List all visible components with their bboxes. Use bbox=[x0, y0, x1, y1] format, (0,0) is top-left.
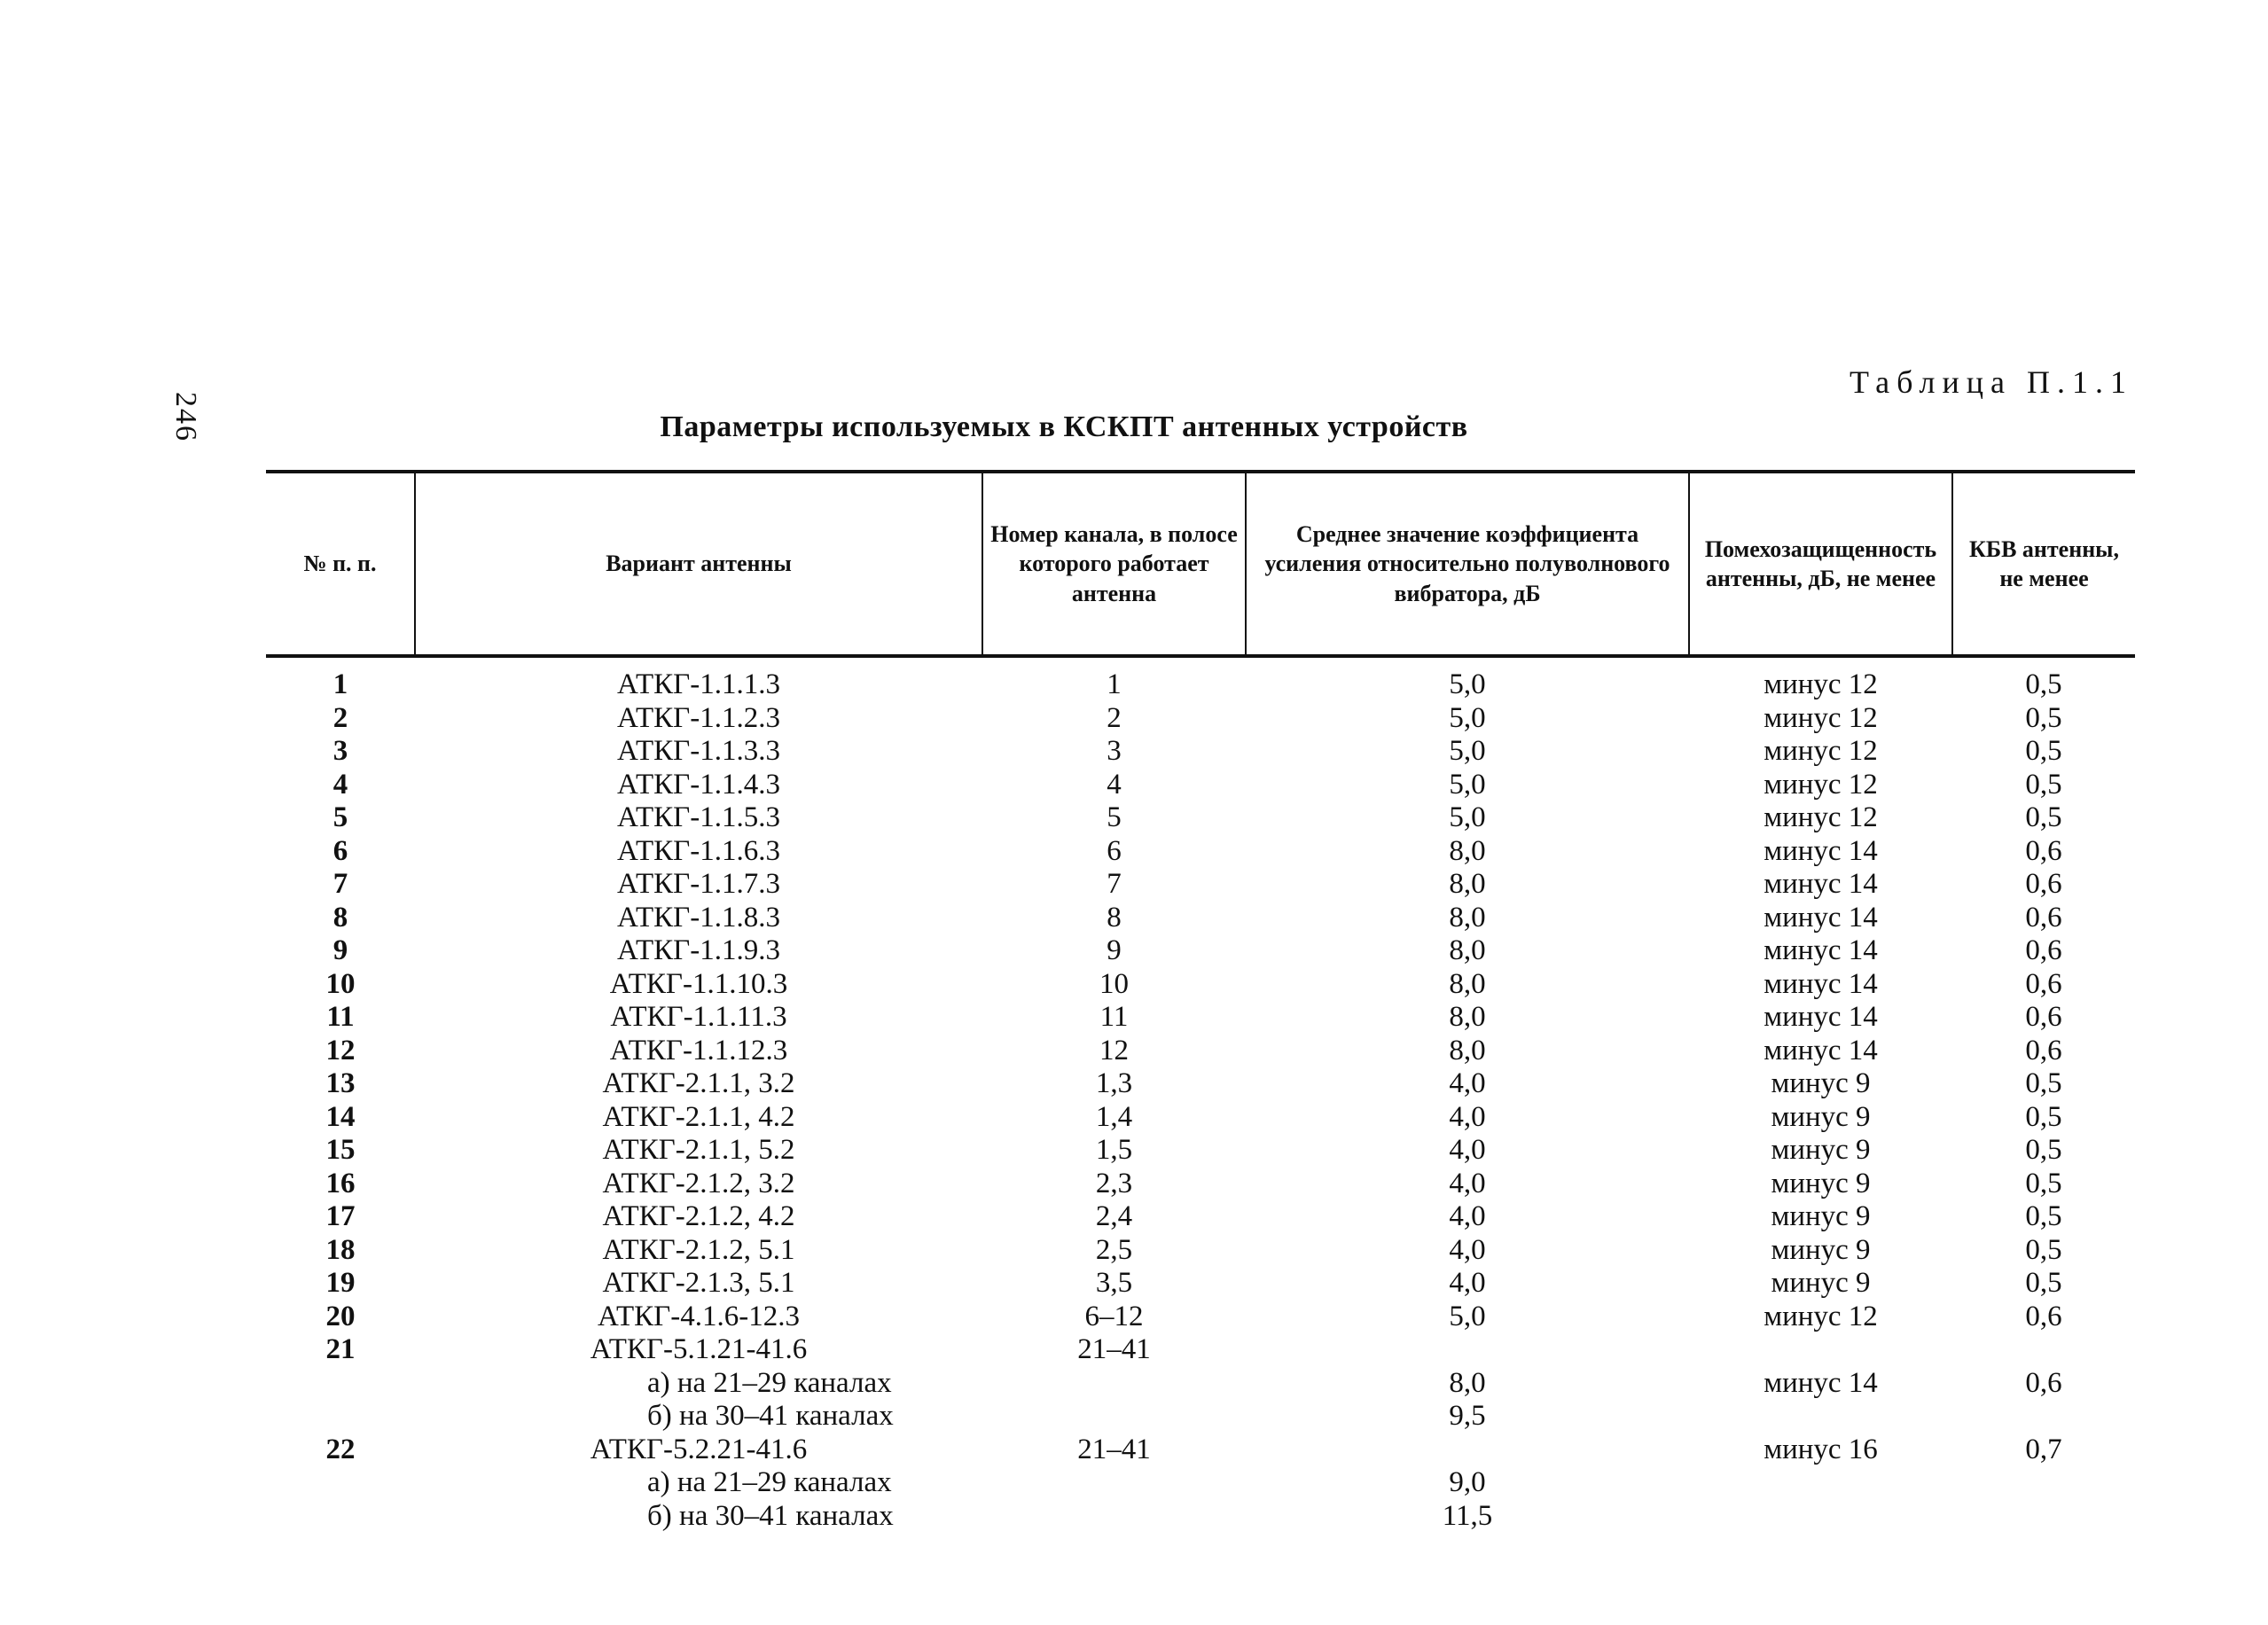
table-row bbox=[266, 934, 2135, 968]
table-subrow bbox=[266, 1500, 2135, 1534]
cell-antenna-variant: АТКГ-1.1.10.3 bbox=[609, 967, 788, 1000]
cell-gain: 8,0 bbox=[1449, 967, 1486, 1000]
cell-noise-immunity: минус 9 bbox=[1771, 1134, 1871, 1167]
cell-row-number: 14 bbox=[325, 1100, 356, 1133]
cell-channel-number bbox=[982, 1400, 1246, 1434]
cell-antenna-variant: АТКГ-5.1.21-41.6 bbox=[590, 1333, 808, 1366]
cell-row-number: 2 bbox=[332, 701, 348, 734]
cell-row-number: 15 bbox=[325, 1134, 356, 1167]
cell-kbv bbox=[1952, 1500, 2135, 1534]
cell-row-number: 21 bbox=[325, 1333, 356, 1366]
cell-kbv: 0,5 bbox=[2025, 1167, 2062, 1199]
cell-kbv bbox=[1952, 1333, 2135, 1367]
cell-channel-number: 5 bbox=[1107, 801, 1122, 834]
cell-noise-immunity: минус 12 bbox=[1764, 701, 1878, 734]
cell-gain: 4,0 bbox=[1449, 1267, 1486, 1300]
cell-gain: 4,0 bbox=[1449, 1100, 1486, 1133]
table-title: Параметры используемых в КСКПТ антенных устройств bbox=[660, 410, 1468, 443]
cell-channel-number: 3,5 bbox=[1095, 1267, 1133, 1300]
cell-gain: 5,0 bbox=[1449, 1300, 1486, 1332]
cell-noise-immunity: минус 12 bbox=[1764, 1300, 1878, 1332]
cell-kbv: 0,6 bbox=[2025, 1001, 2062, 1034]
cell-noise-immunity: минус 14 bbox=[1764, 868, 1878, 901]
cell-kbv: 0,5 bbox=[2025, 668, 2062, 701]
header-gain: Среднее значение коэффициента усиления относительно полуволнового вибратора, дБ bbox=[1246, 472, 1689, 656]
header-row-number: № п. п. bbox=[266, 472, 415, 656]
cell-row-number: 20 bbox=[325, 1300, 356, 1332]
cell-row-number: 8 bbox=[332, 901, 348, 934]
cell-kbv: 0,6 bbox=[2025, 834, 2062, 867]
cell-antenna-variant: АТКГ-1.1.1.3 bbox=[617, 668, 780, 701]
cell-row-number: 6 bbox=[332, 834, 348, 867]
table-row bbox=[266, 1035, 2135, 1068]
table-subrow bbox=[266, 1400, 2135, 1434]
cell-noise-immunity: минус 14 bbox=[1764, 1366, 1878, 1399]
cell-channel-number: 9 bbox=[1107, 934, 1122, 967]
cell-channel-number: 21–41 bbox=[1077, 1433, 1151, 1465]
cell-noise-immunity: минус 14 bbox=[1764, 934, 1878, 967]
cell-gain: 5,0 bbox=[1449, 701, 1486, 734]
cell-kbv: 0,6 bbox=[2025, 901, 2062, 934]
cell-row-number: 7 bbox=[332, 868, 348, 901]
table-subrow bbox=[266, 1466, 2135, 1500]
cell-antenna-variant: АТКГ-2.1.1, 3.2 bbox=[602, 1067, 795, 1100]
cell-noise-immunity: минус 14 bbox=[1764, 1001, 1878, 1034]
cell-antenna-variant: АТКГ-1.1.7.3 bbox=[617, 868, 780, 901]
cell-antenna-variant: АТКГ-5.2.21-41.6 bbox=[590, 1433, 808, 1465]
table-body bbox=[266, 656, 2135, 1533]
header-noise-immunity: Помехозащищенность антенны, дБ, не менее bbox=[1689, 472, 1952, 656]
header-antenna-variant: Вариант антенны bbox=[415, 472, 982, 656]
cell-antenna-variant: АТКГ-2.1.2, 3.2 bbox=[602, 1167, 795, 1199]
cell-gain: 4,0 bbox=[1449, 1134, 1486, 1167]
cell-gain: 8,0 bbox=[1449, 934, 1486, 967]
cell-kbv: 0,5 bbox=[2025, 735, 2062, 768]
cell-gain: 8,0 bbox=[1449, 868, 1486, 901]
table-row bbox=[266, 769, 2135, 802]
cell-gain: 5,0 bbox=[1449, 801, 1486, 834]
table-row bbox=[266, 1333, 2135, 1367]
cell-noise-immunity bbox=[1689, 1500, 1952, 1534]
cell-channel-number: 8 bbox=[1107, 901, 1122, 934]
cell-gain: 9,0 bbox=[1449, 1466, 1486, 1499]
cell-antenna-variant: АТКГ-1.1.4.3 bbox=[617, 768, 780, 801]
cell-kbv: 0,6 bbox=[2025, 967, 2062, 1000]
cell-kbv: 0,6 bbox=[2025, 934, 2062, 967]
cell-kbv: 0,6 bbox=[2025, 1300, 2062, 1332]
cell-kbv: 0,5 bbox=[2025, 1100, 2062, 1133]
cell-gain: 8,0 bbox=[1449, 1001, 1486, 1034]
table-row bbox=[266, 1200, 2135, 1234]
cell-gain: 8,0 bbox=[1449, 1366, 1486, 1399]
cell-channel-number: 2,5 bbox=[1095, 1233, 1133, 1266]
table-row bbox=[266, 968, 2135, 1002]
table-row bbox=[266, 1134, 2135, 1168]
table-row bbox=[266, 1101, 2135, 1135]
cell-kbv: 0,5 bbox=[2025, 701, 2062, 734]
cell-antenna-variant: АТКГ-2.1.1, 4.2 bbox=[602, 1100, 795, 1133]
cell-antenna-variant: АТКГ-1.1.12.3 bbox=[609, 1034, 788, 1066]
table-row bbox=[266, 868, 2135, 902]
table-subrow bbox=[266, 1367, 2135, 1401]
cell-kbv: 0,5 bbox=[2025, 1267, 2062, 1300]
cell-channel-number: 2,3 bbox=[1095, 1167, 1133, 1199]
table-header-row bbox=[266, 472, 2135, 656]
cell-noise-immunity: минус 14 bbox=[1764, 834, 1878, 867]
cell-antenna-variant: а) на 21–29 каналах bbox=[647, 1466, 892, 1499]
cell-channel-number: 1,5 bbox=[1095, 1134, 1133, 1167]
cell-noise-immunity bbox=[1689, 1400, 1952, 1434]
cell-gain bbox=[1246, 1333, 1689, 1367]
cell-channel-number: 3 bbox=[1107, 735, 1122, 768]
cell-gain: 8,0 bbox=[1449, 1034, 1486, 1066]
cell-gain: 8,0 bbox=[1449, 901, 1486, 934]
cell-kbv bbox=[1952, 1400, 2135, 1434]
cell-antenna-variant: АТКГ-1.1.6.3 bbox=[617, 834, 780, 867]
cell-antenna-variant: АТКГ-2.1.3, 5.1 bbox=[602, 1267, 795, 1300]
cell-kbv: 0,5 bbox=[2025, 768, 2062, 801]
cell-noise-immunity: минус 9 bbox=[1771, 1200, 1871, 1233]
cell-channel-number: 4 bbox=[1107, 768, 1122, 801]
table-row bbox=[266, 801, 2135, 835]
table-row bbox=[266, 668, 2135, 702]
cell-channel-number: 1 bbox=[1107, 668, 1122, 701]
cell-antenna-variant: АТКГ-1.1.3.3 bbox=[617, 735, 780, 768]
cell-antenna-variant: АТКГ-2.1.2, 4.2 bbox=[602, 1200, 795, 1233]
cell-antenna-variant: АТКГ-1.1.5.3 bbox=[617, 801, 780, 834]
cell-gain: 9,5 bbox=[1449, 1400, 1486, 1433]
cell-kbv: 0,5 bbox=[2025, 1233, 2062, 1266]
cell-kbv: 0,6 bbox=[2025, 1366, 2062, 1399]
cell-kbv: 0,5 bbox=[2025, 1067, 2062, 1100]
cell-noise-immunity: минус 9 bbox=[1771, 1233, 1871, 1266]
table-row bbox=[266, 1067, 2135, 1101]
header-channel-number: Номер канала, в полосе которого работает антенна bbox=[982, 472, 1246, 656]
cell-antenna-variant: АТКГ-1.1.2.3 bbox=[617, 701, 780, 734]
cell-antenna-variant: АТКГ-2.1.2, 5.1 bbox=[602, 1233, 795, 1266]
cell-noise-immunity: минус 9 bbox=[1771, 1100, 1871, 1133]
cell-channel-number: 7 bbox=[1107, 868, 1122, 901]
cell-kbv: 0,5 bbox=[2025, 801, 2062, 834]
cell-row-number: 10 bbox=[325, 967, 356, 1000]
cell-row-number: 4 bbox=[332, 768, 348, 801]
cell-gain: 5,0 bbox=[1449, 768, 1486, 801]
cell-channel-number: 2 bbox=[1107, 701, 1122, 734]
cell-antenna-variant: АТКГ-1.1.8.3 bbox=[617, 901, 780, 934]
cell-kbv: 0,6 bbox=[2025, 868, 2062, 901]
cell-row-number: 9 bbox=[332, 934, 348, 967]
cell-kbv: 0,7 bbox=[2025, 1433, 2062, 1465]
cell-row-number: 3 bbox=[332, 735, 348, 768]
cell-gain: 4,0 bbox=[1449, 1233, 1486, 1266]
cell-row-number: 5 bbox=[332, 801, 348, 834]
cell-row-number bbox=[266, 1500, 415, 1534]
cell-noise-immunity: минус 14 bbox=[1764, 901, 1878, 934]
header-spacer bbox=[266, 656, 2135, 668]
cell-gain: 5,0 bbox=[1449, 735, 1486, 768]
page-number: 246 bbox=[169, 392, 202, 442]
cell-noise-immunity bbox=[1689, 1333, 1952, 1367]
cell-kbv: 0,6 bbox=[2025, 1034, 2062, 1066]
cell-channel-number: 6 bbox=[1107, 834, 1122, 867]
cell-kbv: 0,5 bbox=[2025, 1134, 2062, 1167]
cell-gain: 11,5 bbox=[1442, 1499, 1493, 1532]
cell-row-number: 16 bbox=[325, 1167, 356, 1199]
table-row bbox=[266, 1267, 2135, 1301]
cell-noise-immunity: минус 16 bbox=[1764, 1433, 1878, 1465]
table-row bbox=[266, 735, 2135, 769]
table-row bbox=[266, 902, 2135, 935]
cell-row-number: 18 bbox=[325, 1233, 356, 1266]
table-row bbox=[266, 1001, 2135, 1035]
cell-gain: 8,0 bbox=[1449, 834, 1486, 867]
cell-channel-number: 6–12 bbox=[1084, 1300, 1144, 1332]
table-row bbox=[266, 1168, 2135, 1201]
cell-channel-number: 1,4 bbox=[1095, 1100, 1133, 1133]
cell-kbv bbox=[1952, 1466, 2135, 1500]
cell-noise-immunity: минус 9 bbox=[1771, 1067, 1871, 1100]
cell-channel-number bbox=[982, 1500, 1246, 1534]
cell-row-number: 19 bbox=[325, 1267, 356, 1300]
cell-antenna-variant: АТКГ-4.1.6-12.3 bbox=[598, 1300, 800, 1332]
cell-channel-number: 1,3 bbox=[1095, 1067, 1133, 1100]
cell-row-number bbox=[266, 1367, 415, 1401]
table-row bbox=[266, 702, 2135, 736]
cell-row-number: 11 bbox=[326, 1001, 355, 1034]
cell-gain: 4,0 bbox=[1449, 1200, 1486, 1233]
cell-antenna-variant: б) на 30–41 каналах bbox=[647, 1499, 894, 1532]
cell-row-number: 12 bbox=[325, 1034, 356, 1066]
cell-noise-immunity: минус 12 bbox=[1764, 801, 1878, 834]
cell-channel-number: 21–41 bbox=[1077, 1333, 1151, 1366]
cell-noise-immunity: минус 9 bbox=[1771, 1267, 1871, 1300]
table-row bbox=[266, 1234, 2135, 1268]
table-row bbox=[266, 1301, 2135, 1334]
cell-channel-number: 2,4 bbox=[1095, 1200, 1133, 1233]
cell-antenna-variant: АТКГ-1.1.11.3 bbox=[610, 1001, 787, 1034]
cell-gain bbox=[1246, 1434, 1689, 1467]
cell-row-number: 17 bbox=[325, 1200, 356, 1233]
cell-gain: 4,0 bbox=[1449, 1167, 1486, 1199]
cell-antenna-variant: АТКГ-1.1.9.3 bbox=[617, 934, 780, 967]
table-row bbox=[266, 835, 2135, 869]
cell-noise-immunity: минус 9 bbox=[1771, 1167, 1871, 1199]
cell-noise-immunity: минус 12 bbox=[1764, 735, 1878, 768]
table-row bbox=[266, 1434, 2135, 1467]
cell-kbv: 0,5 bbox=[2025, 1200, 2062, 1233]
cell-noise-immunity bbox=[1689, 1466, 1952, 1500]
cell-row-number bbox=[266, 1400, 415, 1434]
cell-row-number bbox=[266, 1466, 415, 1500]
cell-noise-immunity: минус 12 bbox=[1764, 668, 1878, 701]
cell-antenna-variant: АТКГ-2.1.1, 5.2 bbox=[602, 1134, 795, 1167]
cell-gain: 5,0 bbox=[1449, 668, 1486, 701]
cell-channel-number: 10 bbox=[1099, 967, 1129, 1000]
cell-noise-immunity: минус 14 bbox=[1764, 1034, 1878, 1066]
cell-row-number: 13 bbox=[325, 1067, 356, 1100]
antenna-parameters-table bbox=[266, 470, 2135, 1533]
cell-channel-number: 12 bbox=[1099, 1034, 1129, 1066]
cell-channel-number bbox=[982, 1367, 1246, 1401]
cell-channel-number: 11 bbox=[1099, 1001, 1129, 1034]
cell-noise-immunity: минус 12 bbox=[1764, 768, 1878, 801]
cell-gain: 4,0 bbox=[1449, 1067, 1486, 1100]
cell-row-number: 22 bbox=[325, 1433, 356, 1465]
cell-antenna-variant: б) на 30–41 каналах bbox=[647, 1400, 894, 1433]
table-label: Таблица П.1.1 bbox=[1850, 364, 2133, 400]
cell-noise-immunity: минус 14 bbox=[1764, 967, 1878, 1000]
cell-antenna-variant: а) на 21–29 каналах bbox=[647, 1366, 892, 1399]
cell-row-number: 1 bbox=[332, 668, 348, 701]
header-kbv: КБВ антенны, не менее bbox=[1952, 472, 2135, 656]
cell-channel-number bbox=[982, 1466, 1246, 1500]
